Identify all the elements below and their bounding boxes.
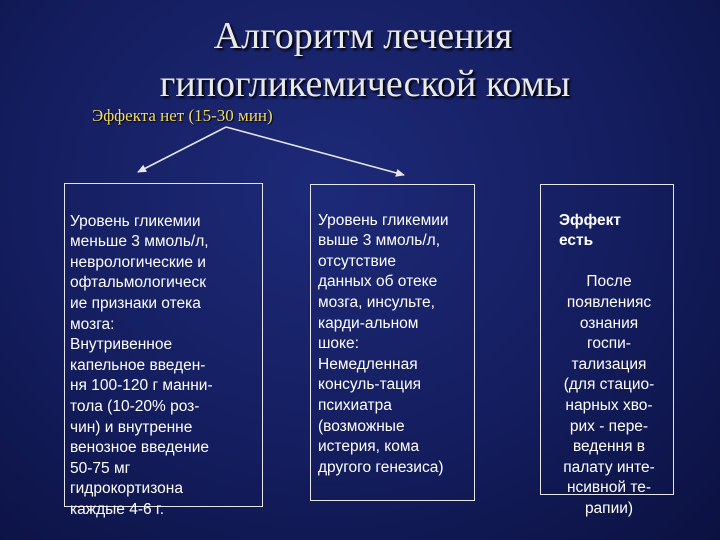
box1-text: Уровень гликемии меньше 3 ммоль/л, неврологические и офтальмологическ ие признаки отека мозга: Внутривенное капельное введен- ня 100-120 г манни- тола (10-20% роз- чин) и внутренне венозное введение 50-75 мг гидрокортизона каждые 4-6 г. — [70, 212, 213, 518]
title-line-2: гипогликемической комы — [159, 63, 571, 105]
box-no-effect-high-glycemia — [310, 184, 475, 501]
box3-text: После появленияс ознания госпи- тализация (для стацио- нарных хво- рих - пере- ведення в палату инте- нсивной те- рапии) — [563, 273, 655, 517]
box3-heading: Эффект есть — [559, 211, 621, 250]
arrow-right — [226, 127, 404, 175]
box-no-effect-low-glycemia — [64, 183, 263, 518]
title-line-1: Алгоритм лечения — [213, 15, 513, 57]
box-effect-present — [540, 184, 674, 517]
box2-text: Уровень гликемии выше 3 ммоль/л, отсутствие данных об отеке мозга, инсульте, карди-альном шоке: Немедленная консуль-тация психиатра (возможные истерия, кома другого генезиса) — [318, 211, 449, 476]
subtitle: Эффекта нет (15-30 мин) — [92, 106, 273, 125]
arrow-left — [138, 127, 226, 172]
